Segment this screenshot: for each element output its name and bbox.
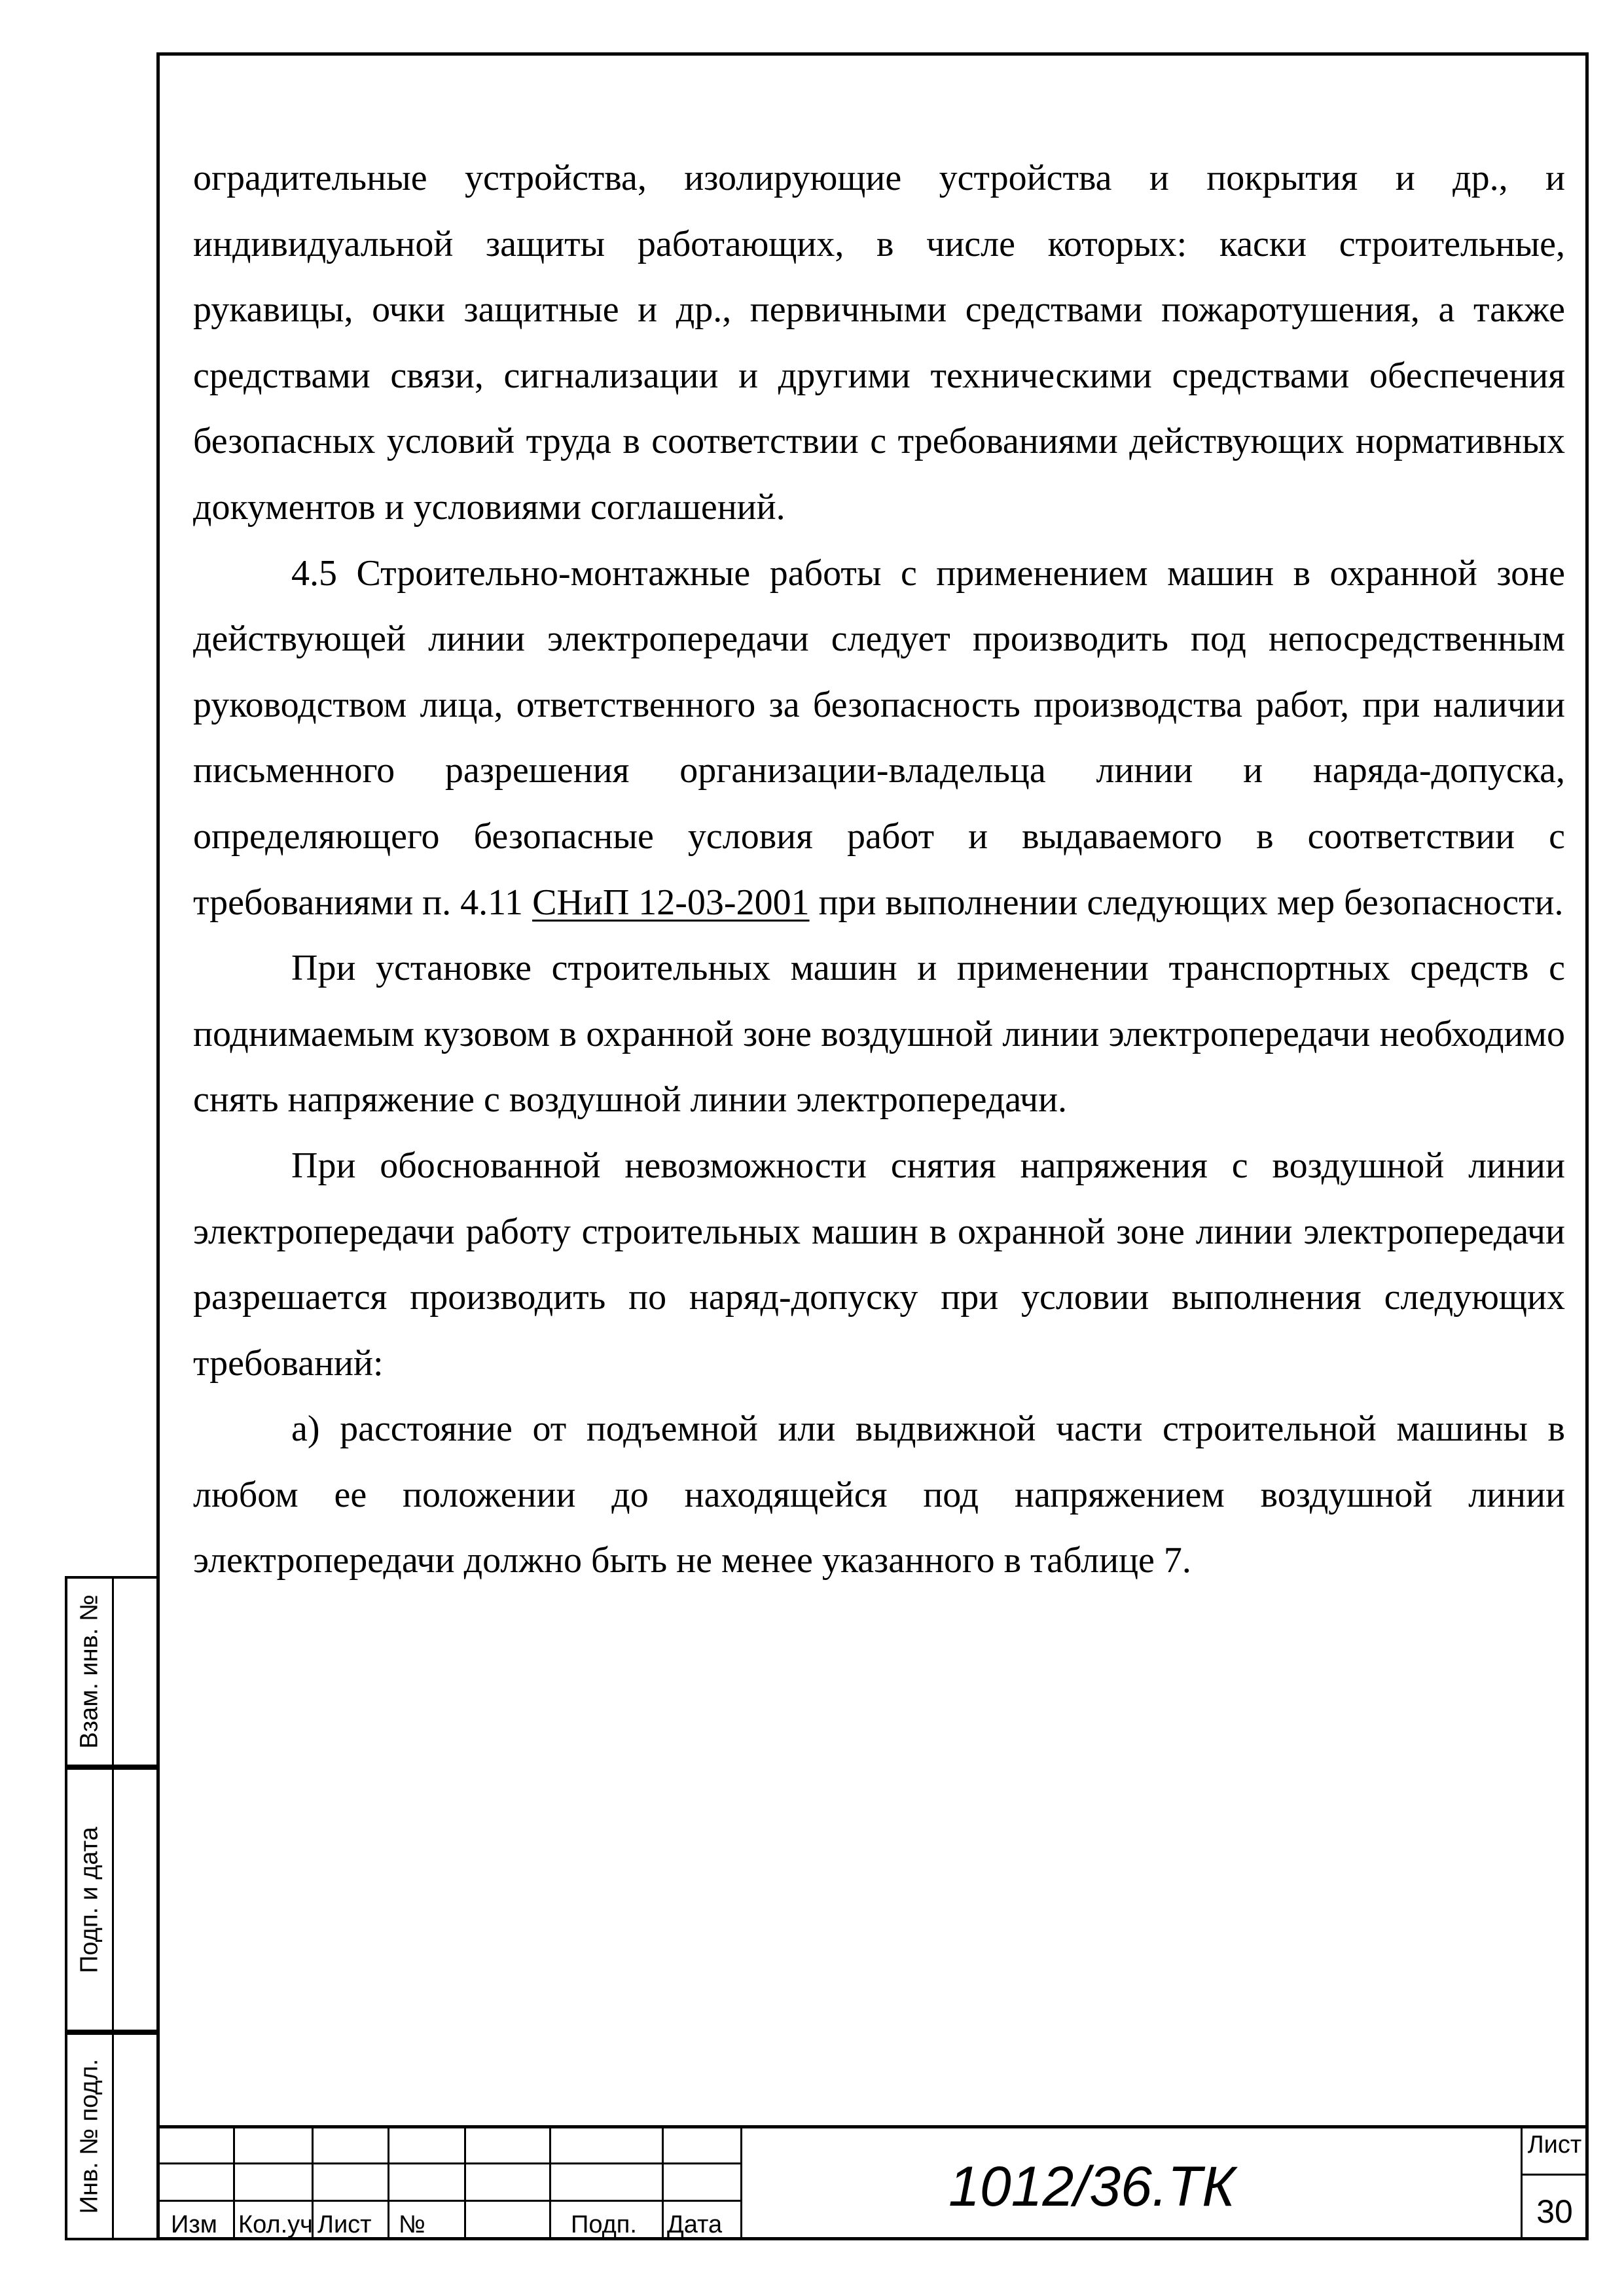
tb-label-izm: Изм	[171, 2211, 217, 2238]
side-stamp-vzam-inv	[65, 1576, 158, 1767]
document-body	[193, 145, 1565, 1594]
tb-label-data: Дата	[667, 2211, 723, 2238]
side-label-inv-podl: Инв. № подл.	[75, 2058, 103, 2214]
side-stamp-podp-data	[65, 1767, 158, 2032]
paragraph-1: оградительные устройства, изолирующие устройства и покрытия и др., и индивидуальной защиты работающих, в числе которых: каски строительные, рукавицы, очки защитные и др., первичными средствами пожаротушения, а также средствами связи, сигнализации и другими техническими средствами обеспечения безопасных условий труда в соответствии с требованиями действующих нормативных документов и условиями соглашений.	[193, 158, 1565, 528]
tb-label-podp: Подп.	[571, 2211, 637, 2238]
tb-label-num: №	[399, 2211, 425, 2238]
sheet-label: Лист	[1527, 2131, 1582, 2159]
paragraph-3: При установке строительных машин и применении транспортных средств с поднимаемым кузовом в охранной зоне воздушной линии электропередачи необходимо снять напряжение с воздушной линии электропередачи.	[193, 948, 1565, 1121]
paragraph-4-5	[193, 541, 1565, 936]
tb-label-kol-uch: Кол.уч	[238, 2211, 313, 2238]
side-label-podp-data: Подп. и дата	[75, 1826, 103, 1973]
snip-reference-link[interactable]: СНиП 12-03-2001	[532, 882, 810, 923]
paragraph-4: При обоснованной невозможности снятия напряжения с воздушной линии электропередачи работу строительных машин в охранной зоне линии электропередачи разрешается производить по наряд-допуску при условии выполнения следующих требований:	[193, 1145, 1565, 1384]
side-stamp-inv-podl	[65, 2032, 158, 2240]
paragraph-5: а) расстояние от подъемной или выдвижной части строительной машины в любом ее положении до находящейся под напряжением воздушной линии электропередачи должно быть не менее указанного в таблице 7.	[193, 1408, 1565, 1581]
paragraph-4-5-text-end: при выполнении следующих мер безопасности.	[809, 882, 1564, 923]
side-label-vzam-inv: Взам. инв. №	[75, 1594, 103, 1749]
paragraph-4-5-text-start: 4.5 Строительно-монтажные работы с применением машин в охранной зоне действующей линии электропередачи следует производить под непосредственным руководством лица, ответственного за безопасность производства работ, при наличии письменного разрешения организации-владельца линии и наряда-допуска, определяющего безопасные условия работ и выдаваемого в соответствии с требованиями п. 4.11	[193, 552, 1565, 923]
document-code: 1012/36.ТК	[948, 2155, 1235, 2218]
sheet-number: 30	[1536, 2193, 1573, 2230]
title-block	[156, 2125, 1589, 2240]
tb-label-list: Лист	[317, 2211, 372, 2238]
